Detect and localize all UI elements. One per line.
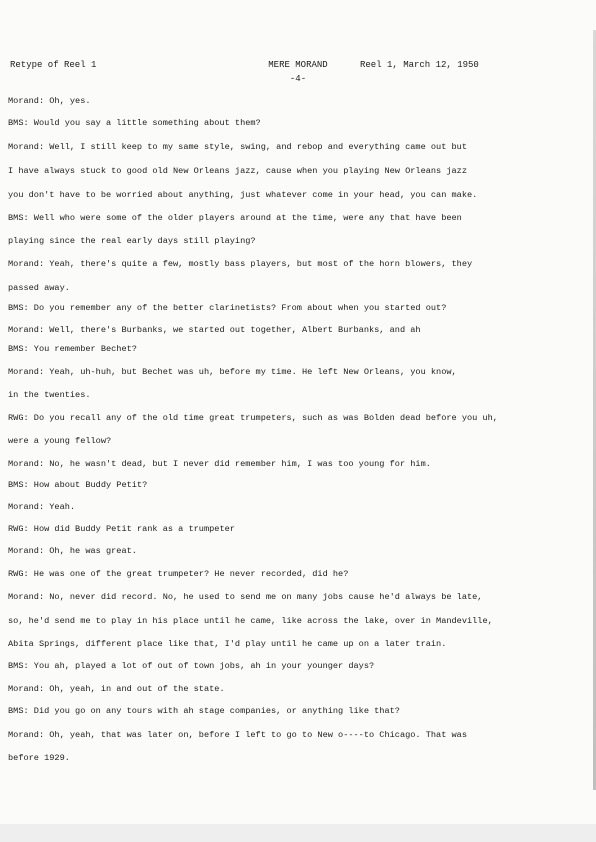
transcript-line: BMS: You ah, played a lot of out of town jobs, ah in your younger days? <box>8 661 375 671</box>
transcript-line: Morand: Well, I still keep to my same style, swing, and rebop and everything came out but <box>8 142 467 152</box>
transcript-line: Morand: No, he wasn't dead, but I never did remember him, I was too young for him. <box>8 459 431 469</box>
transcript-line: I have always stuck to good old New Orleans jazz, cause when you playing New Orleans jazz <box>8 166 467 176</box>
header-right: Reel 1, March 12, 1950 <box>360 60 479 70</box>
transcript-line: RWG: How did Buddy Petit rank as a trumpeter <box>8 524 235 534</box>
transcript-line: BMS: Did you go on any tours with ah stage companies, or anything like that? <box>8 706 400 716</box>
transcript-line: before 1929. <box>8 753 70 763</box>
transcript-line: Morand: Oh, yeah, in and out of the state. <box>8 684 225 694</box>
transcript-line: BMS: Do you remember any of the better clarinetists? From about when you started out? <box>8 303 447 313</box>
transcript-line: Morand: Oh, yeah, that was later on, before I left to go to New o----to Chicago. That was <box>8 730 467 740</box>
header-center-name: MERE MORAND <box>268 60 328 70</box>
header-left: Retype of Reel 1 <box>10 60 97 70</box>
transcript-line: playing since the real early days still playing? <box>8 236 256 246</box>
transcript-line: Morand: Yeah. <box>8 502 76 512</box>
transcript-line: in the twenties. <box>8 390 91 400</box>
page-number: -4- <box>289 74 307 84</box>
transcript-line: RWG: Do you recall any of the old time great trumpeters, such as was Bolden dead before you uh, <box>8 413 498 423</box>
transcript-line: passed away. <box>8 283 70 293</box>
transcript-line: Abita Springs, different place like that, I'd play until he came up on a later train. <box>8 639 447 649</box>
transcript-line: RWG: He was one of the great trumpeter? He never recorded, did he? <box>8 569 349 579</box>
transcript-line: were a young fellow? <box>8 436 112 446</box>
transcript-line: Morand: Yeah, uh-huh, but Bechet was uh, before my time. He left New Orleans, you know, <box>8 367 457 377</box>
transcript-line: BMS: Well who were some of the older players around at the time, were any that have been <box>8 213 462 223</box>
transcript-line: BMS: You remember Bechet? <box>8 344 137 354</box>
transcript-line: so, he'd send me to play in his place until he came, like across the lake, over in Mandeville, <box>8 616 493 626</box>
transcript-line: Morand: No, never did record. No, he used to send me on many jobs cause he'd always be late, <box>8 592 483 602</box>
transcript-line: Morand: Yeah, there's quite a few, mostly bass players, but most of the horn blowers, they <box>8 259 473 269</box>
transcript-line: you don't have to be worried about anything, just whatever come in your head, you can make. <box>8 190 478 200</box>
transcript-line: BMS: Would you say a little something about them? <box>8 118 261 128</box>
transcript-line: Morand: Oh, yes. <box>8 96 91 106</box>
transcript-line: Morand: Oh, he was great. <box>8 546 137 556</box>
transcript-line: Morand: Well, there's Burbanks, we started out together, Albert Burbanks, and ah <box>8 325 421 335</box>
transcript-line: BMS: How about Buddy Petit? <box>8 480 148 490</box>
